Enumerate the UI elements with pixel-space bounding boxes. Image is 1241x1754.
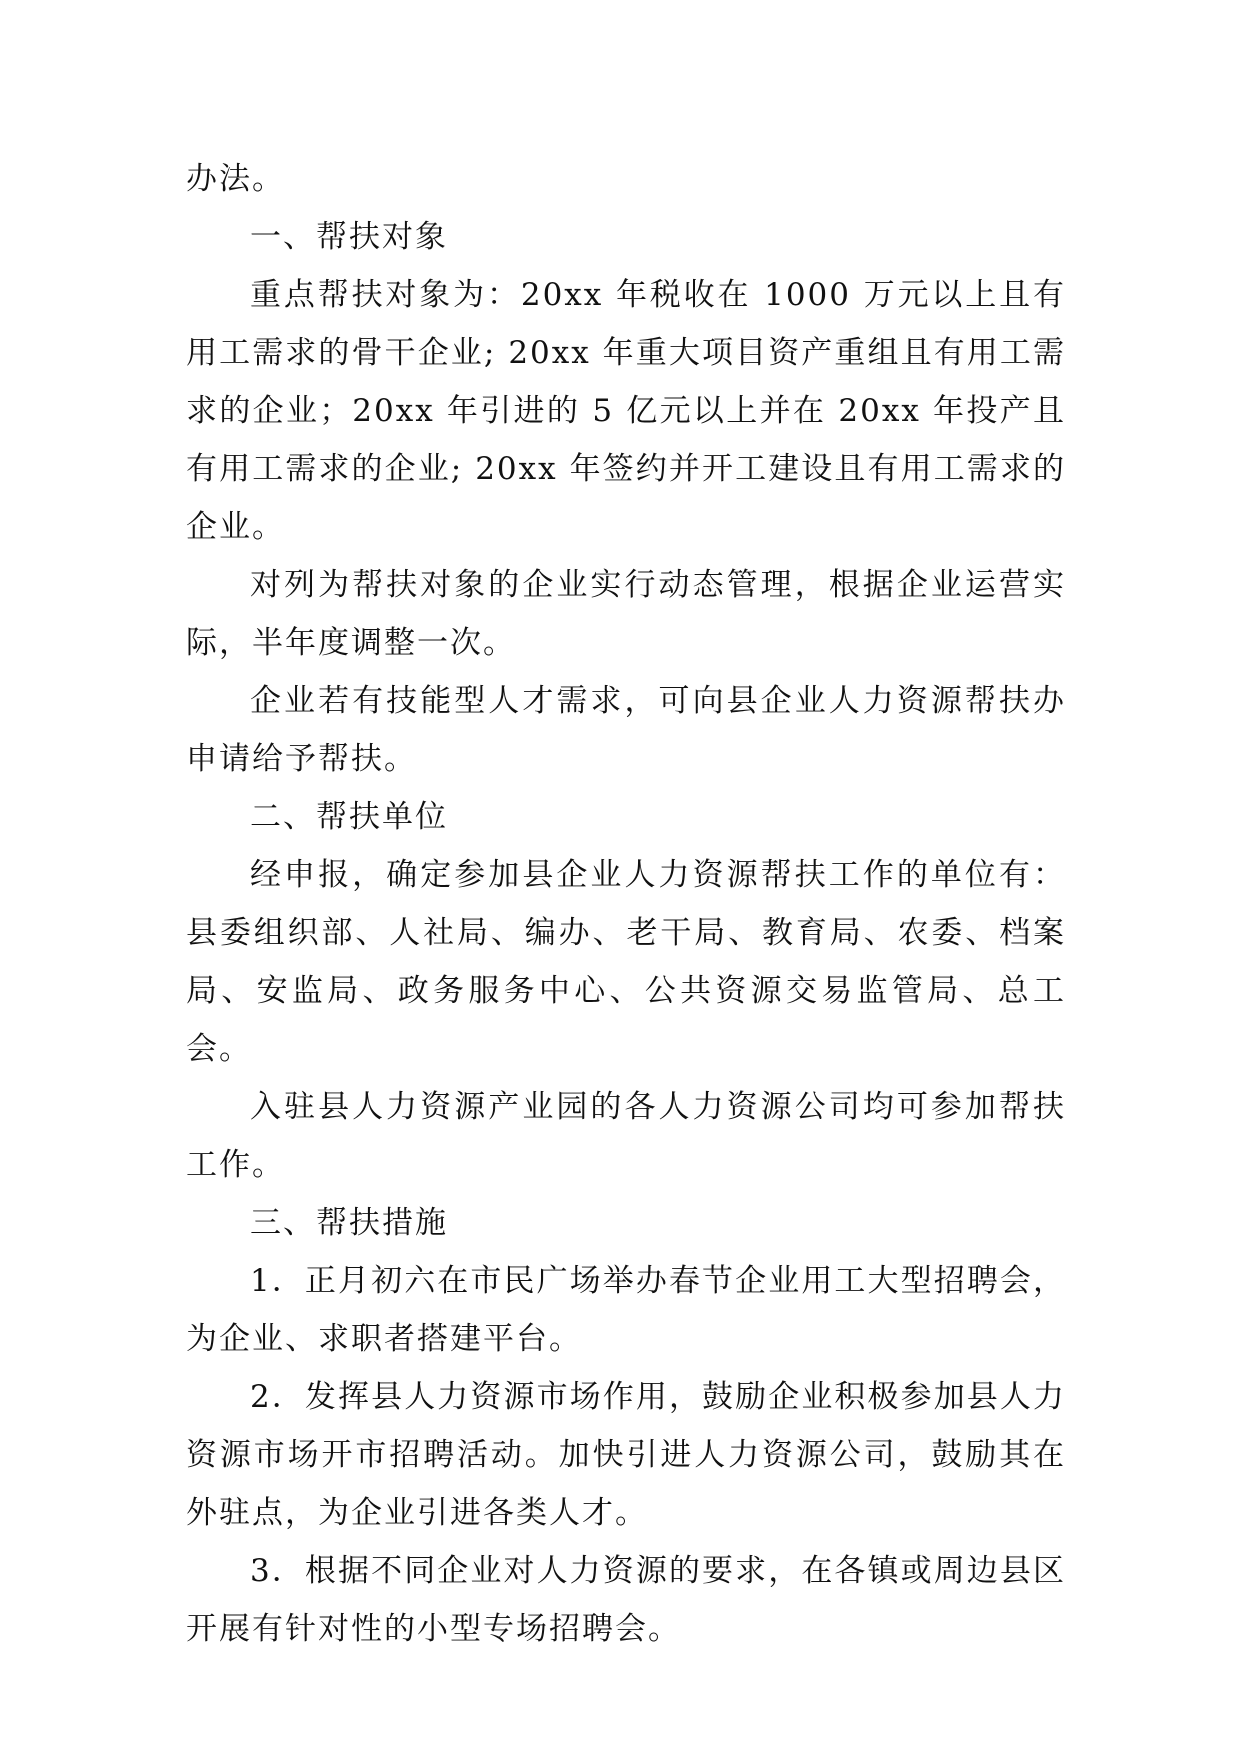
paragraph-skill-demand: 企业若有技能型人才需求，可向县企业人力资源帮扶办申请给予帮扶。 xyxy=(186,683,1066,777)
paragraph-hr-companies: 入驻县人力资源产业园的各人力资源公司均可参加帮扶工作。 xyxy=(186,1089,1066,1183)
paragraph-dynamic-management: 对列为帮扶对象的企业实行动态管理，根据企业运营实际，半年度调整一次。 xyxy=(186,567,1066,661)
section-heading-measures: 三、帮扶措施 xyxy=(250,1205,448,1241)
section-heading-targets: 一、帮扶对象 xyxy=(250,219,448,255)
document-body xyxy=(186,150,1066,1658)
section-heading-units: 二、帮扶单位 xyxy=(250,799,448,835)
paragraph-continuation: 办法。 xyxy=(186,161,285,197)
paragraph-participating-units: 经申报，确定参加县企业人力资源帮扶工作的单位有：县委组织部、人社局、编办、老干局、教育局、农委、档案局、安监局、政务服务中心、公共资源交易监管局、总工会。 xyxy=(186,857,1066,1067)
paragraph-measure-3: 3．根据不同企业对人力资源的要求，在各镇或周边县区开展有针对性的小型专场招聘会。 xyxy=(186,1553,1066,1647)
paragraph-measure-2: 2．发挥县人力资源市场作用，鼓励企业积极参加县人力资源市场开市招聘活动。加快引进人力资源公司，鼓励其在外驻点，为企业引进各类人才。 xyxy=(186,1379,1066,1531)
paragraph-measure-1: 1．正月初六在市民广场举办春节企业用工大型招聘会，为企业、求职者搭建平台。 xyxy=(186,1263,1066,1357)
paragraph-key-targets: 重点帮扶对象为：20xx 年税收在 1000 万元以上且有用工需求的骨干企业; 20xx 年重大项目资产重组且有用工需求的企业；20xx 年引进的 5 亿元以上并在 20xx 年投产且有用工需求的企业; 20xx 年签约并开工建设且有用工需求的企业。 xyxy=(186,277,1066,545)
